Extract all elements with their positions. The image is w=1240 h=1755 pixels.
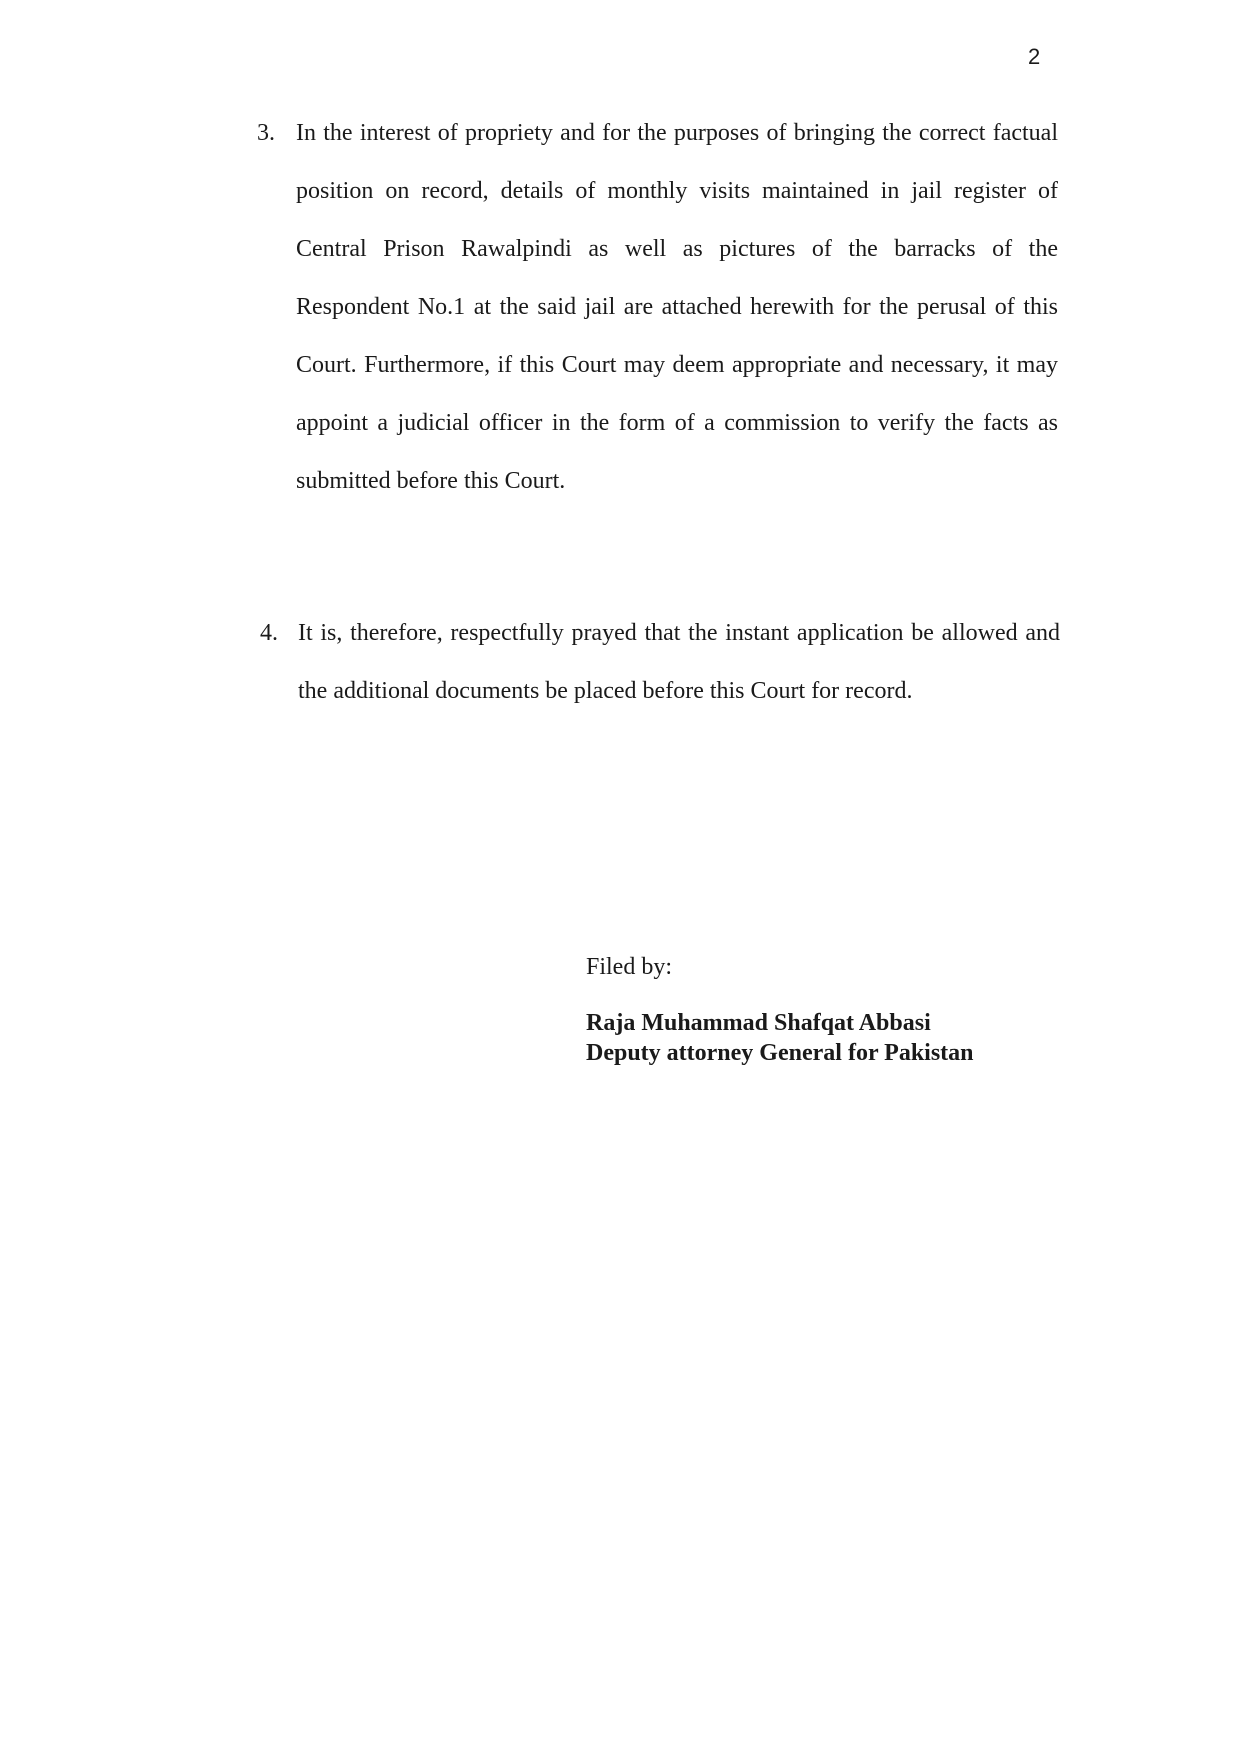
- page-number: 2: [1028, 44, 1041, 69]
- paragraph-4-text: It is, therefore, respectfully prayed that the instant application be allowed and the additional documents be placed before this Court for record.: [298, 620, 1060, 704]
- paragraph-number-4: 4.: [260, 620, 278, 646]
- paragraph-number-3: 3.: [257, 120, 275, 146]
- paragraph-3-text: In the interest of propriety and for the purposes of bringing the correct factual position on record, details of monthly visits maintained in jail register of Central Prison Rawalpindi as well as pictures of the barracks of the Respondent No.1 at the said jail are attached herewith for the perusal of this Court. Furthermore, if this Court may deem appropriate and necessary, it may appoint a judicial officer in the form of a commission to verify the facts as submitted before this Court.: [296, 120, 1058, 494]
- signature-block: [586, 1008, 974, 1068]
- signatory-title: Deputy attorney General for Pakistan: [586, 1040, 974, 1066]
- filed-by-label: Filed by:: [586, 954, 673, 980]
- signatory-name: Raja Muhammad Shafqat Abbasi: [586, 1010, 931, 1036]
